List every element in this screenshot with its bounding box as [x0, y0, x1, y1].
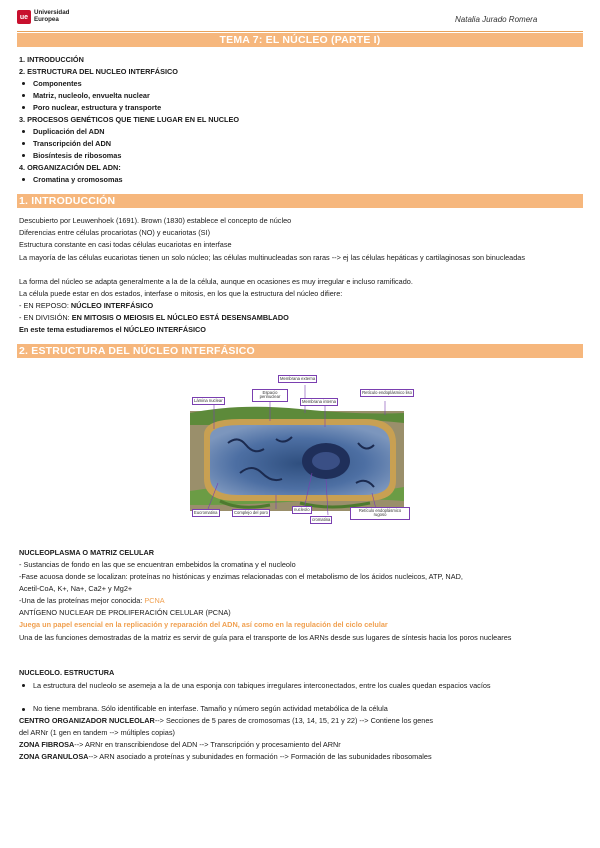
text-span: ZONA FIBROSA: [19, 740, 75, 749]
author-name: Natalia Jurado Romera: [455, 15, 538, 24]
highlight-pcna: PCNA: [144, 596, 165, 605]
text-span: NÚCLEO INTERFÁSICO: [70, 301, 154, 310]
toc-item: Transcripción del ADN: [33, 139, 111, 148]
text-span: CENTRO ORGANIZADOR NUCLEOLAR: [19, 716, 155, 725]
logo-text: [34, 10, 69, 23]
logo-mark: ue: [17, 10, 31, 24]
bullet-icon: [22, 106, 25, 109]
text-span: En este tema estudiaremos el: [19, 325, 124, 334]
text-span: --> ARN asociado a proteínas y subunidades en formación --> Formación de las subunidades ribosomales: [88, 752, 432, 761]
highlight-paragraph: Juega un papel esencial en la replicación y reparación del ADN, así como en la regulación del ciclo celular: [19, 620, 388, 629]
section-heading: 2. ESTRUCTURA DEL NÚCLEO INTERFÁSICO: [17, 344, 583, 358]
text-span: --> ARNr en transcribiendose del ADN --> Transcripción y procesamiento del ARNr: [74, 740, 341, 749]
paragraph: [19, 716, 433, 725]
text-span: NÚCLEO INTERFÁSICO: [123, 325, 206, 334]
label-reticulo-rugoso: Retículo endoplásmico rugoso: [350, 507, 410, 520]
bullet-icon: [22, 94, 25, 97]
label-membrana-externa: Membrana externa: [278, 375, 317, 383]
label-cromatina: cromatina: [310, 516, 332, 524]
toc-item: Biosíntesis de ribosomas: [33, 151, 122, 160]
toc-item: Poro nuclear, estructura y transporte: [33, 103, 162, 112]
paragraph: Una de las funciones demostradas de la matriz es servir de guía para el transporte de los ARNs desde sus lugares de síntesis hacia los poros nucleares: [19, 633, 512, 642]
bullet-icon: [22, 154, 25, 157]
toc-item: 3. PROCESOS GENÉTICOS QUE TIENE LUGAR EN EL NUCLEO: [19, 115, 240, 124]
paragraph: La forma del núcleo se adapta generalmente a la de la célula, aunque en ocasiones es muy irregular e incluso ramificado.: [19, 277, 413, 286]
text-span: -Una de las proteínas mejor conocida:: [19, 596, 145, 605]
label-complejo-poro: Complejo del poro: [232, 509, 270, 517]
bullet-text: No tiene membrana. Sólo identificable en interfase. Tamaño y número según actividad metabólica de la célula: [33, 704, 388, 713]
bullet-icon: [22, 82, 25, 85]
bullet-text: La estructura del nucleolo se asemeja a la de una esponja con tabiques irregulares interconectados, entre los cuales quedan espacios vacíos: [33, 681, 491, 690]
paragraph: Diferencias entre células procariotas (NO) y eucariotas (SI): [19, 228, 211, 237]
paragraph: [19, 740, 341, 749]
paragraph: Descubierto por Leuwenhoek (1691). Brown (1830) establece el concepto de núcleo: [19, 216, 292, 225]
paragraph: ANTÍGENO NUCLEAR DE PROLIFERACIÓN CELULAR (PCNA): [19, 608, 231, 617]
paragraph: Estructura constante en casi todas células eucariotas en interfase: [19, 240, 232, 249]
text-span: --> Secciones de 5 pares de cromosomas (13, 14, 15, 21 y 22) --> Contiene los genes: [154, 716, 434, 725]
toc-item: Matriz, nucleolo, envuelta nuclear: [33, 91, 150, 100]
paragraph: [19, 325, 206, 334]
label-lamina-nuclear: Lámina nuclear: [192, 397, 225, 405]
text-span: ZONA GRANULOSA: [19, 752, 89, 761]
bullet-icon: [22, 142, 25, 145]
paragraph: Acetil-CoA, K+, Na+, Ca2+ y Mg2+: [19, 584, 133, 593]
section-heading: 1. INTRODUCCIÓN: [17, 194, 583, 208]
bullet-icon: [22, 130, 25, 133]
bullet-icon: [22, 708, 25, 711]
paragraph: - Sustancias de fondo en las que se encuentran embebidos la cromatina y el nucleolo: [19, 560, 296, 569]
logo-line-2: Europea: [34, 16, 59, 23]
nucleoplasm: [210, 425, 390, 495]
subheading: NUCLEOPLASMA O MATRIZ CELULAR: [19, 548, 154, 557]
bullet-icon: [22, 684, 25, 687]
toc-item: 2. ESTRUCTURA DEL NUCLEO INTERFÁSICO: [19, 67, 178, 76]
paragraph: [19, 752, 432, 761]
university-logo: [17, 10, 69, 24]
nucleus-diagram: [180, 373, 426, 528]
label-nucleolo: nucleolo: [292, 506, 312, 514]
paragraph: [19, 301, 153, 310]
toc-item: 4. ORGANIZACIÓN DEL ADN:: [19, 163, 121, 172]
paragraph: [19, 596, 165, 605]
text-span: - EN REPOSO:: [19, 301, 71, 310]
text-span: - EN DIVISIÓN:: [19, 313, 72, 322]
paragraph: La mayoría de las células eucariotas tienen un solo núcleo; las células multinucleadas son raras --> ej las células hepáticas y cartilaginosas son binucleadas: [19, 253, 525, 262]
page-title: TEMA 7: EL NÚCLEO (PARTE I): [17, 33, 583, 47]
toc-item: Duplicación del ADN: [33, 127, 105, 136]
label-membrana-interna: Membrana interna: [300, 398, 338, 406]
logo-line-1: Universidad: [34, 9, 70, 17]
header-divider: [17, 31, 583, 32]
nucleolus-core: [312, 452, 340, 470]
text-span: EN MITOSIS O MEIOSIS EL NÚCLEO ESTÁ DESENSAMBLADO: [71, 313, 289, 322]
paragraph: La célula puede estar en dos estados, interfase o mitosis, en los que la estructura del núcleo difiere:: [19, 289, 343, 298]
toc-item: 1. INTRODUCCIÓN: [19, 55, 84, 64]
toc-item: Componentes: [33, 79, 82, 88]
paragraph: -Fase acuosa donde se localizan: proteínas no histónicas y enzimas relacionadas con el metabolismo de los ácidos nucleicos, ATP, NAD,: [19, 572, 463, 581]
subheading: NUCLEOLO. ESTRUCTURA: [19, 668, 115, 677]
bullet-icon: [22, 178, 25, 181]
paragraph: [19, 313, 289, 322]
label-reticulo-liso: Retículo endoplásmico liso: [360, 389, 414, 397]
label-espacio-perinuclear: Espacio perinuclear: [252, 389, 288, 402]
toc-item: Cromatina y cromosomas: [33, 175, 123, 184]
label-eucromatina: Eucromatina: [192, 509, 220, 517]
paragraph: del ARNr (1 gen en tandem --> múltiples copias): [19, 728, 175, 737]
